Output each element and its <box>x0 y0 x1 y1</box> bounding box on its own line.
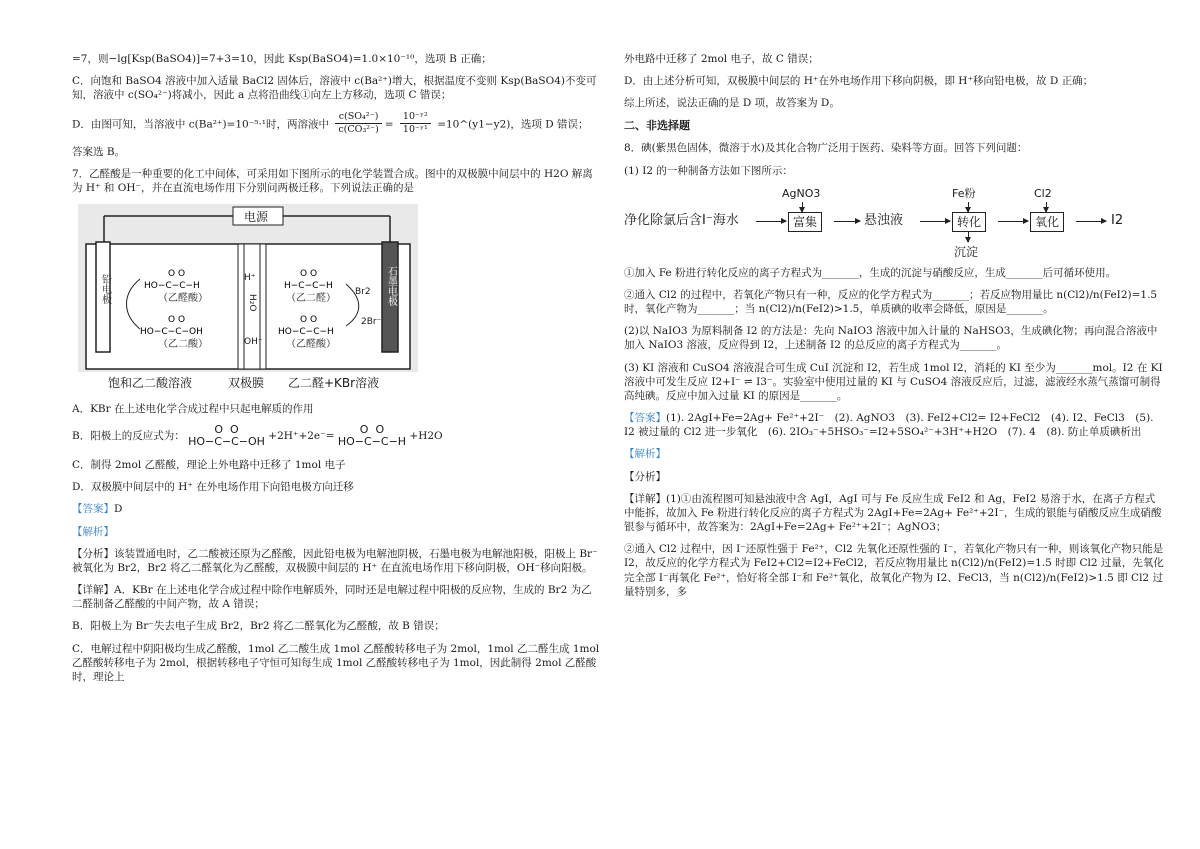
answer: 【答案】D <box>72 503 123 516</box>
left-solution-label: 饱和乙二酸溶液 <box>108 375 193 390</box>
question-8-part-1: (1) I2 的一种制备方法如下图所示： <box>624 164 793 177</box>
option-b: B．阳极上的反应式为： O O HO−C−C−OH +2H⁺+2e⁻= O O HO−C−C−H +H2O <box>72 422 443 448</box>
detail-c: C．电解过程中阴阳极均生成乙醛酸，1mol 乙二酸生成 1mol 乙醛酸转移电子为 2mol，1mol 乙二醛生成 1mol 乙醛酸转移电子为 2mol，根据转移电子守恒可知每生成 1mol 乙醛酸转移电子为 1mol，因此制得 2mol 乙醛酸时，理论上 <box>72 642 600 683</box>
svg-text:O O: O O <box>168 268 186 279</box>
br-ion-label: 2Br⁻ <box>361 316 382 327</box>
right-column <box>624 52 1164 607</box>
svg-text:O O: O O <box>168 314 186 325</box>
suspension-label: 悬浊液 <box>864 212 904 228</box>
section-heading: 二、非选择题 <box>624 118 690 132</box>
flow-arrow <box>998 221 1028 222</box>
membrane-oh-label: OH⁻ <box>244 336 263 347</box>
option-a: A．KBr 在上述电化学合成过程中只起电解质的作用 <box>72 402 314 415</box>
br2-label: Br2 <box>355 286 371 297</box>
flow-start: 净化除氯后含I⁻海水 <box>624 212 739 228</box>
membrane-water-label: H₂O <box>247 293 258 312</box>
detail-1: 【详解】(1)①由流程图可知悬浊液中含 AgI，AgI 可与 Fe 反应生成 FeI2 和 Ag，FeI2 易溶于水，在离子方程式中能拆，故加入 Fe 粉进行转化反应的离子方程式为 2AgI+Fe=2Ag+ Fe²⁺+2I⁻，生成的银能与硝酸反应生成硝酸银参与循环中，故答案为：2AgI+Fe=2Ag+ Fe²⁺+2I⁻；AgNO3； <box>624 492 1162 534</box>
detail-b: B．阳极上为 Br⁻失去电子生成 Br2，Br2 将乙二醛氧化为乙醛酸，故 B 错误； <box>72 620 445 633</box>
cl2-reagent: Cl2 <box>1034 186 1052 200</box>
answer: 【答案】(1). 2AgI+Fe=2Ag+ Fe²⁺+2I⁻ (2). AgNO3 (3). FeI2+Cl2= I2+FeCl2 (4). I2、FeCl3 (5). I2 被过量的 Cl2 进一步氧化 (6). 2IO₃⁻+5HSO₃⁻=I2+5SO₄²⁻+3H⁺+H2O (7). 4 (8). 防止单质碘析出 <box>624 412 1154 439</box>
question-8-part-3: (3) KI 溶液和 CuSO4 溶液混合可生成 CuI 沉淀和 I2，若生成 1mol I2，消耗的 KI 至少为_______mol。I2 在 KI 溶液中可发生反应 I2+I⁻ ⇌ I3⁻。实验室中使用过量的 KI 与 CuSO4 溶液反应后，过滤，滤液经水蒸气蒸馏可制得高纯碘。反应中加入过量 KI 的原因是_______。 <box>624 361 1163 402</box>
flow-arrow <box>968 232 969 242</box>
power-source-label: 电源 <box>244 209 269 224</box>
agno3-reagent: AgNO3 <box>782 186 821 200</box>
glyoxal-label: （乙二醛） <box>286 292 336 304</box>
fraction: $\frac{\text{c(SO₄²⁻)}}{\text{c(CO₃²⁻)}}$ <box>335 111 381 138</box>
text-line: 外电路中迁移了 2mol 电子，故 C 错误； <box>624 53 819 65</box>
option-c: C．制得 2mol 乙醛酸，理论上外电路中迁移了 1mol 电子 <box>72 459 346 472</box>
fe-reagent: Fe粉 <box>952 186 976 200</box>
detail-a: 【详解】A．KBr 在上述电化学合成过程中除作电解质外，同时还是电解过程中阳极的反应物，生成的 Br2 为乙二醛制备乙醛酸的中间产物，故 A 错误； <box>72 584 592 611</box>
option-c-analysis: C．向饱和 BaSO4 溶液中加入适量 BaCl2 固体后，溶液中 c(Ba²⁺)增大，根据温度不变则 Ksp(BaSO4)不变可知，溶液中 c(SO₄²⁻)将减小，因此 a 点将沿曲线①向左上方移动，选项 C 错误； <box>72 75 597 102</box>
flow-arrow <box>834 221 860 222</box>
question-7: 7．乙醛酸是一种重要的化工中间体，可采用如下图所示的电化学装置合成。图中的双极膜中间层中的 H2O 解离为 H⁺ 和 OH⁻，并在直流电场作用下分别问两极迁移。下列说法正确的是 <box>72 168 593 195</box>
left-column <box>72 52 600 692</box>
precipitate-label: 沉淀 <box>954 244 979 259</box>
flow-arrow <box>802 202 803 212</box>
convert-box: 转化 <box>952 212 986 232</box>
membrane-h-label: H⁺ <box>244 272 256 283</box>
option-d-analysis: D．由图可知，当溶液中 c(Ba²⁺)=10⁻⁵·¹时，两溶液中 $\frac{\text{c(SO₄²⁻)}}{\text{c(CO₃²⁻)}}$ = $\frac{\text{10⁻ʸ²}}{\text{10⁻ʸ¹}}$ =10^(y1−y2)，选项 D 错误； <box>72 110 589 136</box>
analysis-tag: 【解析】 <box>72 525 114 538</box>
question-8: 8．碘(紫黑色固体，微溶于水)及其化合物广泛用于医药、染料等方面。回答下列问题： <box>624 142 1028 155</box>
oxidize-box: 氧化 <box>1030 212 1064 232</box>
svg-text:O O: O O <box>300 314 318 325</box>
analysis-heading: 【分析】 <box>624 470 666 483</box>
oxalic-acid-label: （乙二酸） <box>158 338 208 350</box>
glyoxylic-acid-structure: O O HO−C−C−H <box>337 422 407 448</box>
right-solution-label: 乙二醛+KBr溶液 <box>288 375 380 390</box>
text-line: =7，则−lg[Ksp(BaSO4)]=7+3=10，因此 Ksp(BaSO4)=1.0×10⁻¹⁰，选项 B 正确； <box>72 53 492 65</box>
question-8-1a: ①加入 Fe 粉进行转化反应的离子方程式为_______，生成的沉淀与硝酸反应，生成_______后可循环使用。 <box>624 266 1117 279</box>
glyoxylic-acid-label: （乙醛酸） <box>158 292 208 304</box>
enrich-box: 富集 <box>788 212 822 232</box>
flow-arrow <box>1046 202 1047 212</box>
answer-line: 答案选 B。 <box>72 146 126 159</box>
svg-text:HO−C−C−OH: HO−C−C−OH <box>140 326 203 337</box>
answer-tag: 【答案】 <box>624 412 666 425</box>
svg-text:H−C−C−H: H−C−C−H <box>284 280 333 291</box>
question-8-1b: ②通入 Cl2 的过程中，若氧化产物只有一种，反应的化学方程式为_______；若反应物用量比 n(Cl2)/n(FeI2)=1.5 时，氧化产物为_______；当 n(Cl2)/n(FeI2)>1.5，单质碘的收率会降低，原因是_______。 <box>624 288 1158 316</box>
flow-arrow <box>756 221 786 222</box>
analysis-tag: 【解析】 <box>624 448 666 461</box>
answer-tag: 【答案】 <box>72 503 114 516</box>
option-d: D．双极膜中间层中的 H⁺ 在外电场作用下向铅电极方向迁移 <box>72 481 354 494</box>
question-8-part-2: (2)以 NaIO3 为原料制备 I2 的方法是：先向 NaIO3 溶液中加入计量的 NaHSO3，生成碘化物；再向混合溶液中加入 NaIO3 溶液，反应得到 I2，上述制备 I2 的总反应的离子方程式为_______。 <box>624 325 1158 352</box>
iodine-flowchart <box>624 186 1144 260</box>
analysis-text: 【分析】该装置通电时，乙二酸被还原为乙醛酸，因此铅电极为电解池阴极，石墨电极为电解池阳极，阳极上 Br⁻ 被氧化为 Br2，Br2 将乙二醛氧化为乙醛酸，双极膜中间层的 H⁺ 在直流电场作用下移向阴极，OH⁻移向阳极。 <box>72 547 598 574</box>
svg-text:O O: O O <box>300 268 318 279</box>
flow-end: I2 <box>1111 212 1124 228</box>
detail-2: ②通入 Cl2 过程中，因 I⁻还原性强于 Fe²⁺，Cl2 先氧化还原性强的 I⁻，若氧化产物只有一种，则该氧化产物只能是 I2，故反应的化学方程式为 FeI2+Cl2=I2+FeCl2，若反应物用量比 n(Cl2)/n(FeI2)=1.5 时即 Cl2 过量，先氧化完全部 I⁻再氧化 Fe²⁺，恰好将全部 I⁻和 Fe²⁺氧化，故氧化产物为 I2、FeCl3，当 n(Cl2)/n(FeI2)>1.5 即 Cl2 过量特别多，多 <box>624 543 1164 598</box>
glyoxylic-acid-product-label: （乙醛酸） <box>286 338 336 350</box>
bipolar-membrane-label: 双极膜 <box>228 375 265 390</box>
lead-electrode-label: 铅电极 <box>99 273 111 304</box>
graphite-electrode-label: 石墨电极 <box>385 265 397 306</box>
fraction: $\frac{\text{10⁻ʸ²}}{\text{10⁻ʸ¹}}$ <box>400 111 431 138</box>
text-line: 综上所述，说法正确的是 D 项，故答案为 D。 <box>624 97 840 110</box>
flow-arrow <box>1076 221 1106 222</box>
oxalic-acid-structure: O O HO−C−C−OH <box>188 422 265 448</box>
svg-text:HO−C−C−H: HO−C−C−H <box>278 326 334 337</box>
text-line: D．由上述分析可知，双极膜中间层的 H⁺在外电场作用下移向阴极，即 H⁺移向铅电极，故 D 正确； <box>624 75 1094 88</box>
flow-arrow <box>920 221 950 222</box>
svg-text:HO−C−C−H: HO−C−C−H <box>144 280 200 291</box>
flow-arrow <box>968 202 969 212</box>
electrolysis-diagram <box>78 204 418 394</box>
